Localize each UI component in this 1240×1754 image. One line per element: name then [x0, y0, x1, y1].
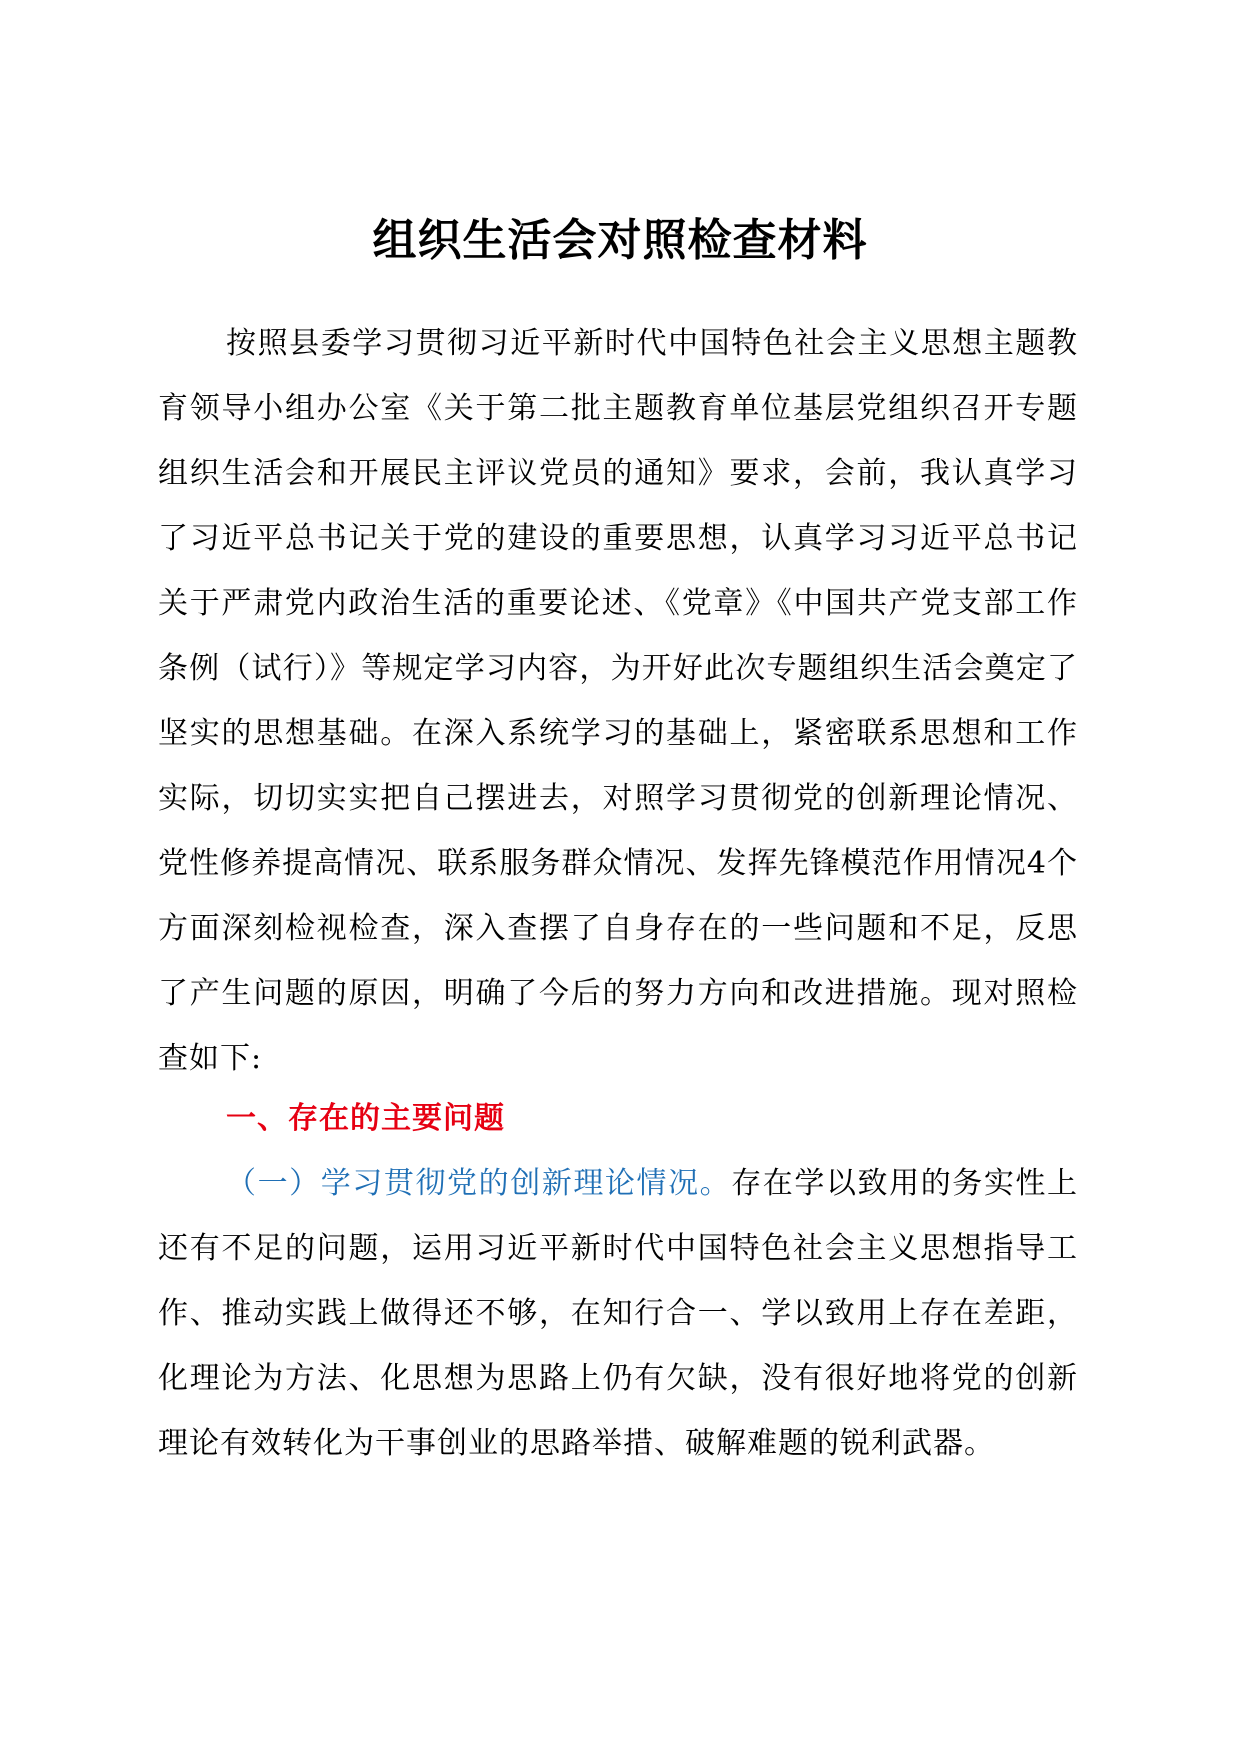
subsection-paragraph: [158, 1151, 1078, 1476]
section-heading: 一、存在的主要问题: [226, 1101, 505, 1136]
document-title: 组织生活会对照检查材料: [372, 215, 868, 266]
subsection-text: 存在学以致用的务实性上还有不足的问题，运用习近平新时代中国特色社会主义思想指导工作、推动实践上做得还不够，在知行合一、学以致用上存在差距，化理论为方法、化思想为思路上仍有欠缺，没有很好地将党的创新理论有效转化为干事创业的思路举措、破解难题的锐利武器。: [158, 1166, 1079, 1461]
subsection-lead: （一）学习贯彻党的创新理论情况。: [226, 1166, 732, 1201]
intro-paragraph: 按照县委学习贯彻习近平新时代中国特色社会主义思想主题教育领导小组办公室《关于第二批主题教育单位基层党组织召开专题组织生活会和开展民主评议党员的通知》要求，会前，我认真学习了习近平总书记关于党的建设的重要思想，认真学习习近平总书记关于严肃党内政治生活的重要论述、《党章》《中国共产党支部工作条例（试行）》等规定学习内容，为开好此次专题组织生活会奠定了坚实的思想基础。在深入系统学习的基础上，紧密联系思想和工作实际，切切实实把自己摆进去，对照学习贯彻党的创新理论情况、党性修养提高情况、联系服务群众情况、发挥先锋模范作用情况4个方面深刻检视检查，深入查摆了自身存在的一些问题和不足，反思了产生问题的原因，明确了今后的努力方向和改进措施。现对照检查如下:: [158, 326, 1078, 1076]
